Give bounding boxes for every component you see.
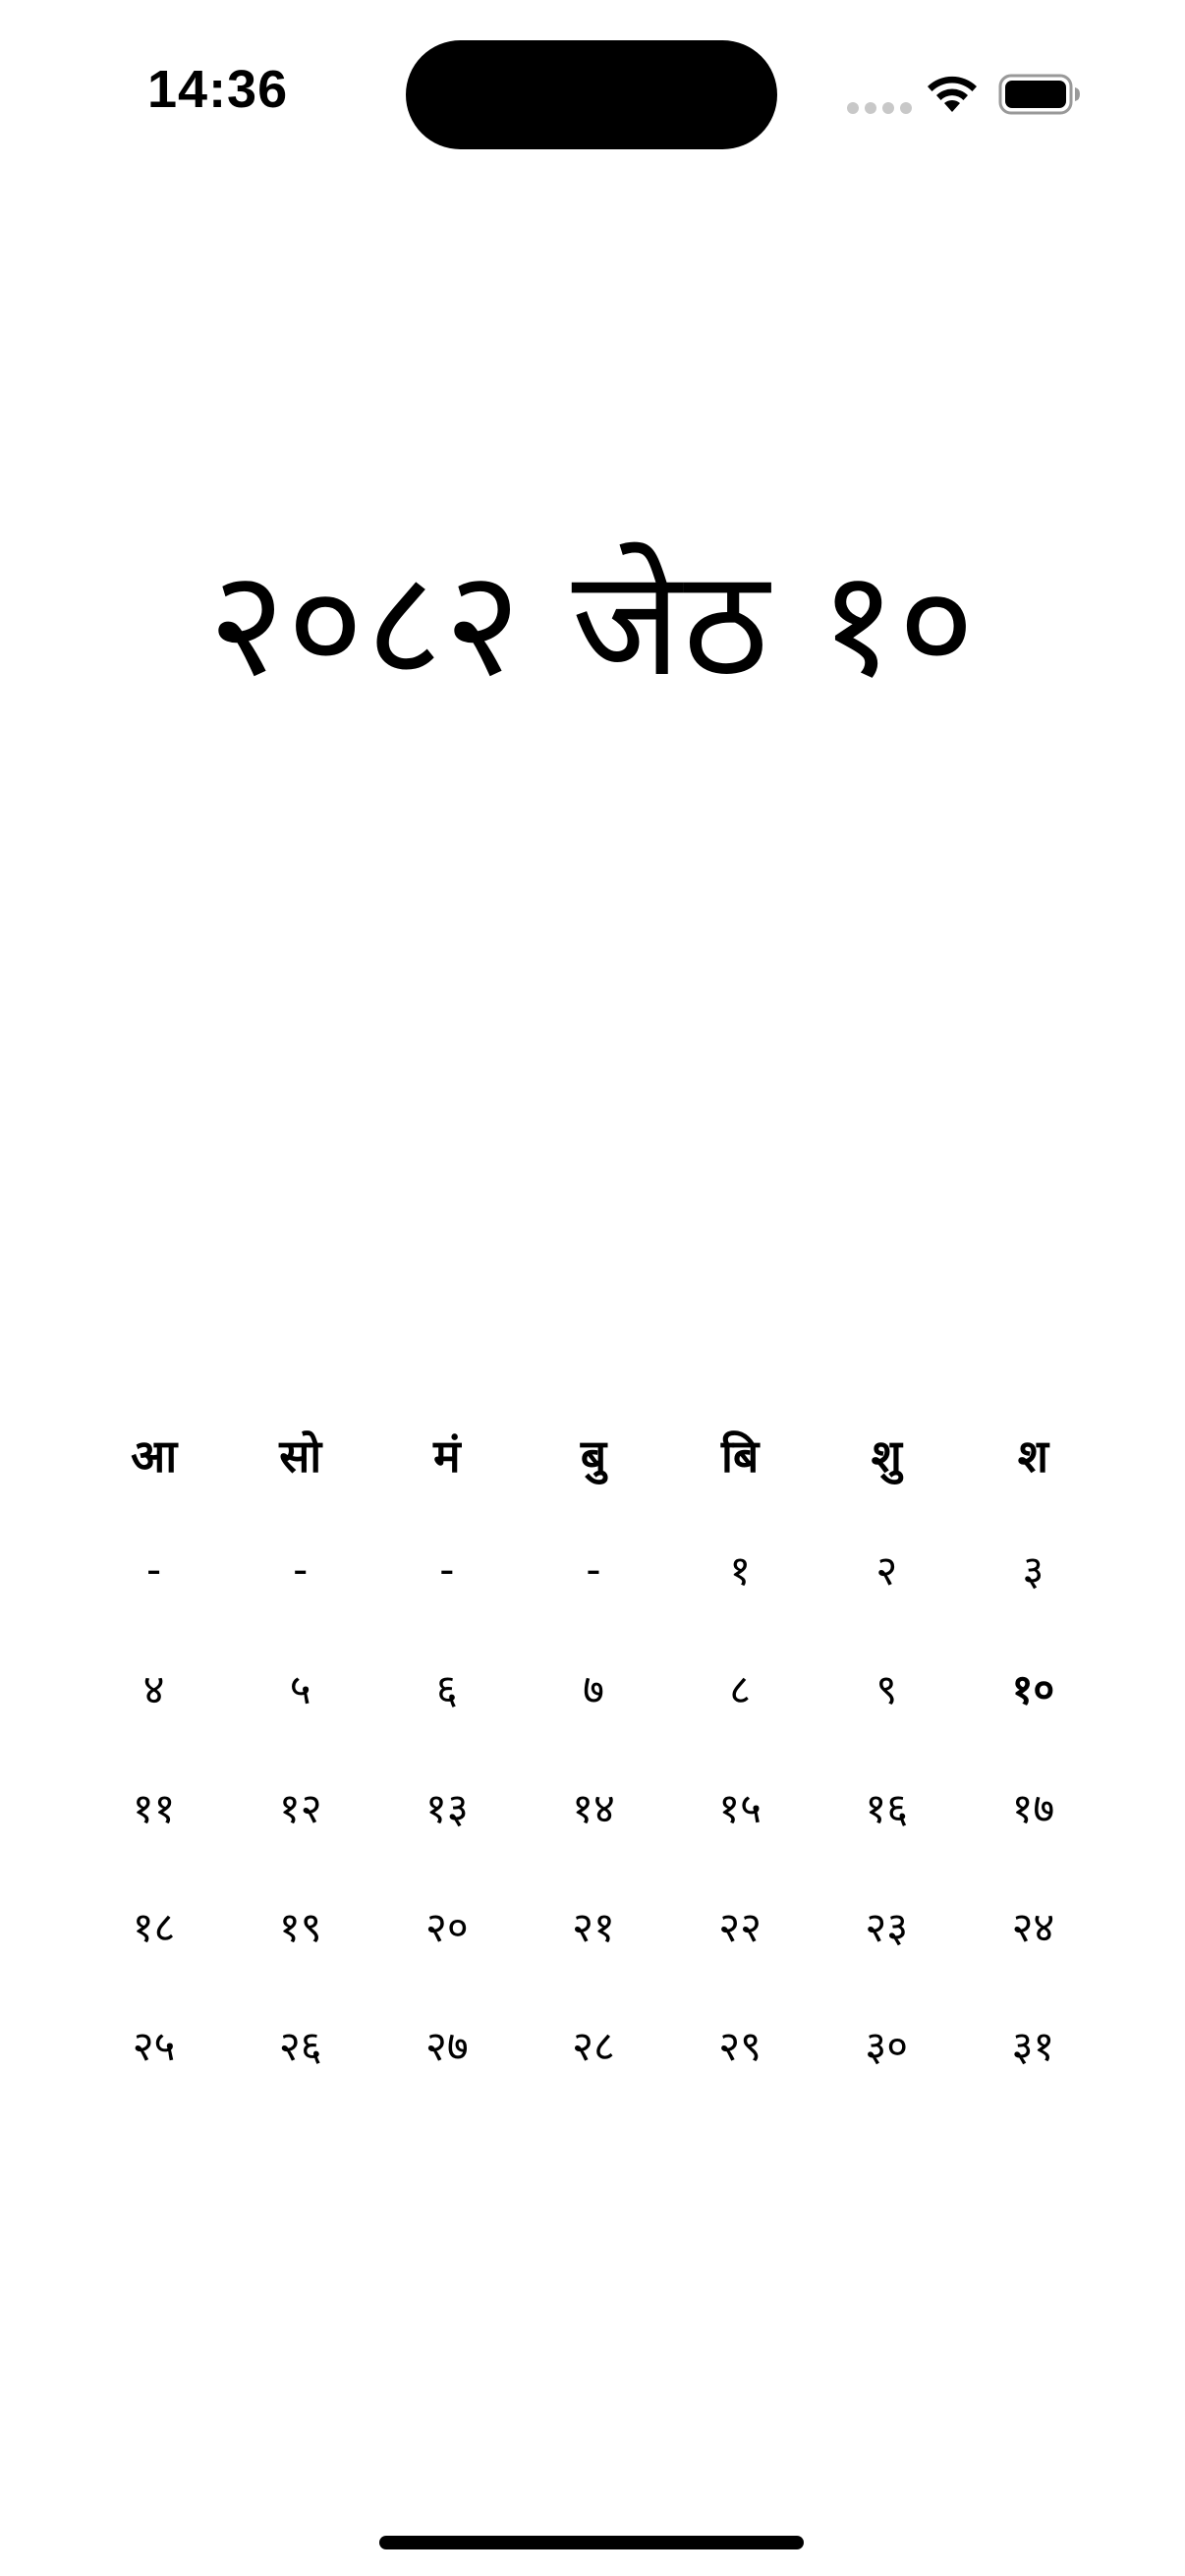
weekday-friday: शु xyxy=(871,1429,902,1483)
wifi-icon xyxy=(925,75,980,114)
day-cell[interactable]: १५ xyxy=(718,1784,762,1832)
weekday-tuesday: मं xyxy=(433,1429,461,1483)
day-cell[interactable]: १८ xyxy=(132,1903,176,1951)
day-cell[interactable]: २३ xyxy=(865,1903,909,1951)
battery-icon xyxy=(998,73,1081,116)
day-cell[interactable]: ७ xyxy=(583,1665,604,1713)
week-row-3 xyxy=(81,1748,1106,1867)
day-cell[interactable]: १३ xyxy=(425,1784,469,1832)
day-cell[interactable]: ६ xyxy=(435,1665,458,1713)
day-cell[interactable]: २२ xyxy=(718,1903,762,1951)
day-cell[interactable]: २७ xyxy=(425,2022,469,2070)
day-cell[interactable]: २९ xyxy=(718,2022,762,2070)
day-cell-empty: - xyxy=(586,1545,601,1594)
week-row-5 xyxy=(81,1986,1106,2104)
day-cell[interactable]: ९ xyxy=(875,1665,898,1713)
week-row-2 xyxy=(81,1629,1106,1748)
day-cell[interactable]: २६ xyxy=(278,2022,322,2070)
day-cell[interactable]: ३० xyxy=(865,2022,909,2070)
day-cell[interactable]: ५ xyxy=(289,1665,311,1713)
current-date-title: २०८२ जेठ १० xyxy=(208,538,977,709)
day-cell[interactable]: ३१ xyxy=(1011,2022,1055,2070)
weekday-wednesday: बु xyxy=(580,1429,607,1483)
day-cell-empty: - xyxy=(145,1545,162,1594)
weekday-header-row xyxy=(81,1400,1106,1510)
day-cell[interactable]: १७ xyxy=(1011,1784,1055,1832)
weekday-saturday: श xyxy=(1017,1429,1049,1483)
day-cell[interactable]: ८ xyxy=(729,1665,752,1713)
day-cell[interactable]: २० xyxy=(425,1903,469,1951)
day-cell[interactable]: १४ xyxy=(572,1784,615,1832)
day-cell[interactable]: २१ xyxy=(572,1903,615,1951)
day-cell-today[interactable]: १० xyxy=(1011,1665,1055,1713)
day-cell[interactable]: ११ xyxy=(132,1784,176,1832)
week-row-1 xyxy=(81,1510,1106,1629)
cellular-signal-icon xyxy=(847,102,912,114)
day-cell-empty: - xyxy=(293,1545,309,1594)
day-cell[interactable]: १ xyxy=(729,1546,752,1595)
day-cell[interactable]: २ xyxy=(875,1546,898,1595)
day-cell-empty: - xyxy=(439,1545,455,1594)
weekday-sunday: आ xyxy=(131,1429,178,1483)
month-calendar-grid xyxy=(81,1400,1106,2104)
week-row-4 xyxy=(81,1867,1106,1986)
day-cell[interactable]: ४ xyxy=(142,1665,165,1713)
home-indicator[interactable] xyxy=(379,2536,804,2549)
day-cell[interactable]: ३ xyxy=(1022,1546,1044,1595)
weekday-thursday: बि xyxy=(721,1429,760,1483)
status-time: 14:36 xyxy=(147,60,289,119)
day-cell[interactable]: १२ xyxy=(278,1784,322,1832)
dynamic-island xyxy=(406,40,777,149)
weekday-monday: सो xyxy=(279,1429,322,1483)
day-cell[interactable]: १६ xyxy=(865,1784,909,1832)
day-cell[interactable]: २५ xyxy=(132,2022,176,2070)
day-cell[interactable]: २४ xyxy=(1011,1903,1055,1951)
day-cell[interactable]: १९ xyxy=(278,1903,322,1951)
day-cell[interactable]: २८ xyxy=(572,2022,615,2070)
